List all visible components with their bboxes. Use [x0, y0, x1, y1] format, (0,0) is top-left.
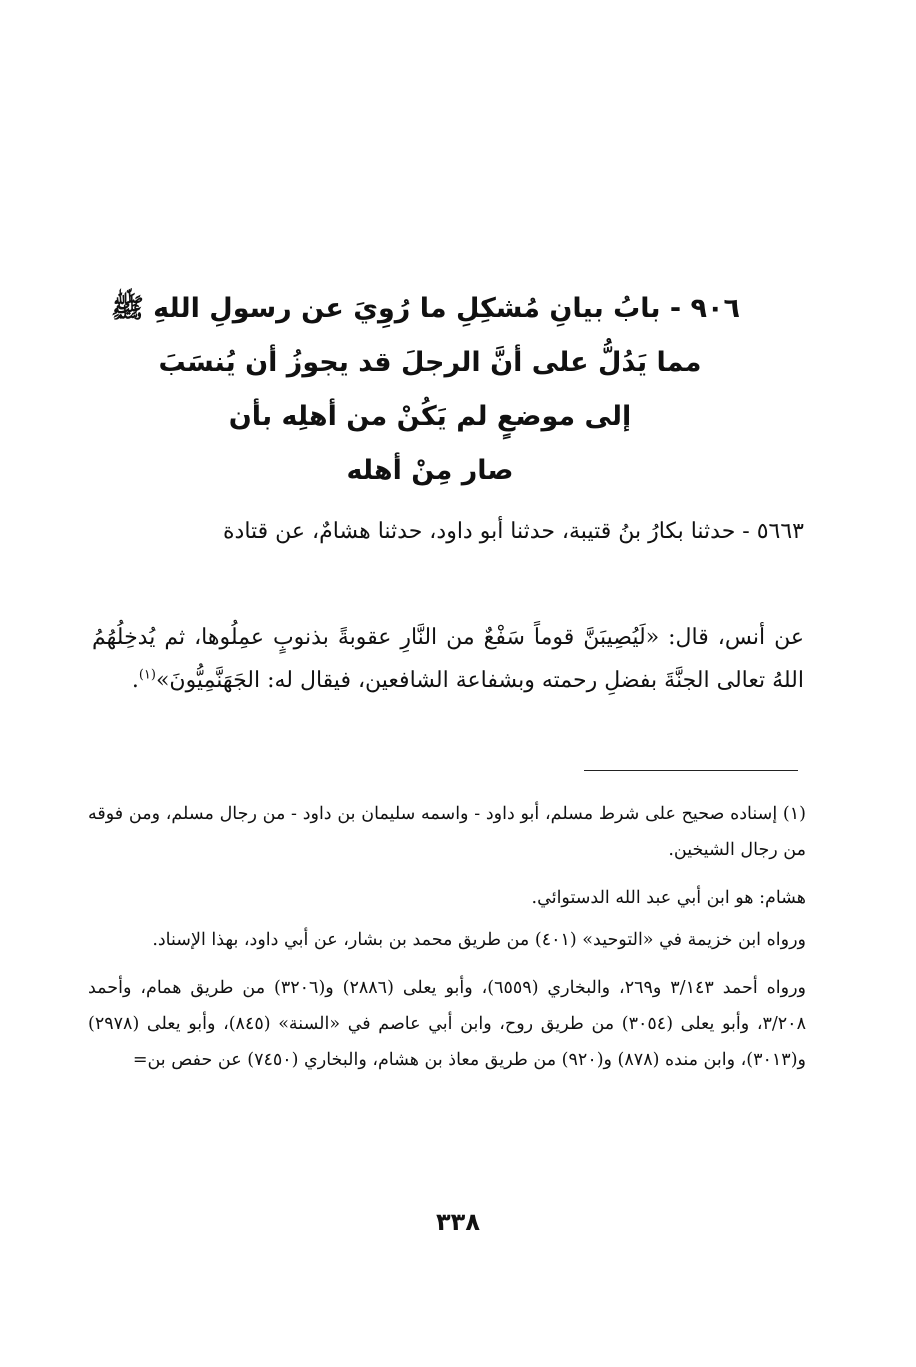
hadith-matn — [92, 616, 804, 702]
chapter-heading — [111, 282, 740, 498]
page-number: ٣٣٨ — [436, 1208, 480, 1236]
chapter-heading-line-3: إلى موضعٍ لم يَكُنْ من أهلِه بأن — [228, 401, 632, 432]
chapter-heading-line-2: مما يَدُلُّ على أنَّ الرجلَ قد يجوزُ أن يُنسَبَ — [158, 347, 702, 378]
footnote-paragraph: هشام: هو ابن أبي عبد الله الدستوائي. — [531, 888, 806, 908]
footnote-paragraph: ورواه ابن خزيمة في «التوحيد» (٤٠١) من طريق محمد بن بشار، عن أبي داود، بهذا الإسناد. — [152, 930, 806, 950]
footnote-paragraph: ورواه أحمد ٣/١٤٣ و٢٦٩، والبخاري (٦٥٥٩)، وأبو يعلى (٢٨٨٦) و(٣٢٠٦) من طريق همام، وأحمد ٣/٢٠٨، وأبو يعلى (٣٠٥٤) من طريق روح، وابن أبي عاصم في «السنة» (٨٤٥)، وأبو يعلى (٢٩٧٨) و(٣٠١٣)، وابن منده (٨٧٨) و(٩٢٠) من طريق معاذ بن هشام، والبخاري (٧٤٥٠) عن حفص بن= — [88, 978, 806, 1070]
hadith-isnad: ٥٦٦٣ - حدثنا بكارُ بنُ قتيبة، حدثنا أبو داود، حدثنا هشامٌ، عن قتادة — [223, 519, 804, 544]
chapter-heading-line-1: ٩٠٦ - بابُ بيانِ مُشكِلِ ما رُوِيَ عن رسولِ اللهِ ﷺ — [111, 293, 740, 324]
footnote-divider — [584, 770, 798, 771]
hadith-matn-text: عن أنس، قال: «لَيُصِيبَنَّ قوماً سَفْعٌ من النَّارِ عقوبةً بذنوبٍ عمِلُوها، ثم يُدخِلُهُمُ اللهُ تعالى الجنَّةَ بفضلِ رحمته وبشفاعة الشافعين، فيقال له: الجَهَنَّمِيُّونَ» — [92, 625, 804, 693]
hadith-end-punctuation: . — [131, 668, 139, 693]
footnote-reference[interactable]: (١) — [138, 667, 156, 683]
footnotes — [88, 796, 806, 1090]
chapter-heading-line-4: صار مِنْ أهله — [346, 455, 514, 486]
footnote-paragraph: (١) إسناده صحيح على شرط مسلم، أبو داود - واسمه سليمان بن داود - من رجال مسلم، ومن فوقه من رجال الشيخين. — [88, 804, 806, 860]
